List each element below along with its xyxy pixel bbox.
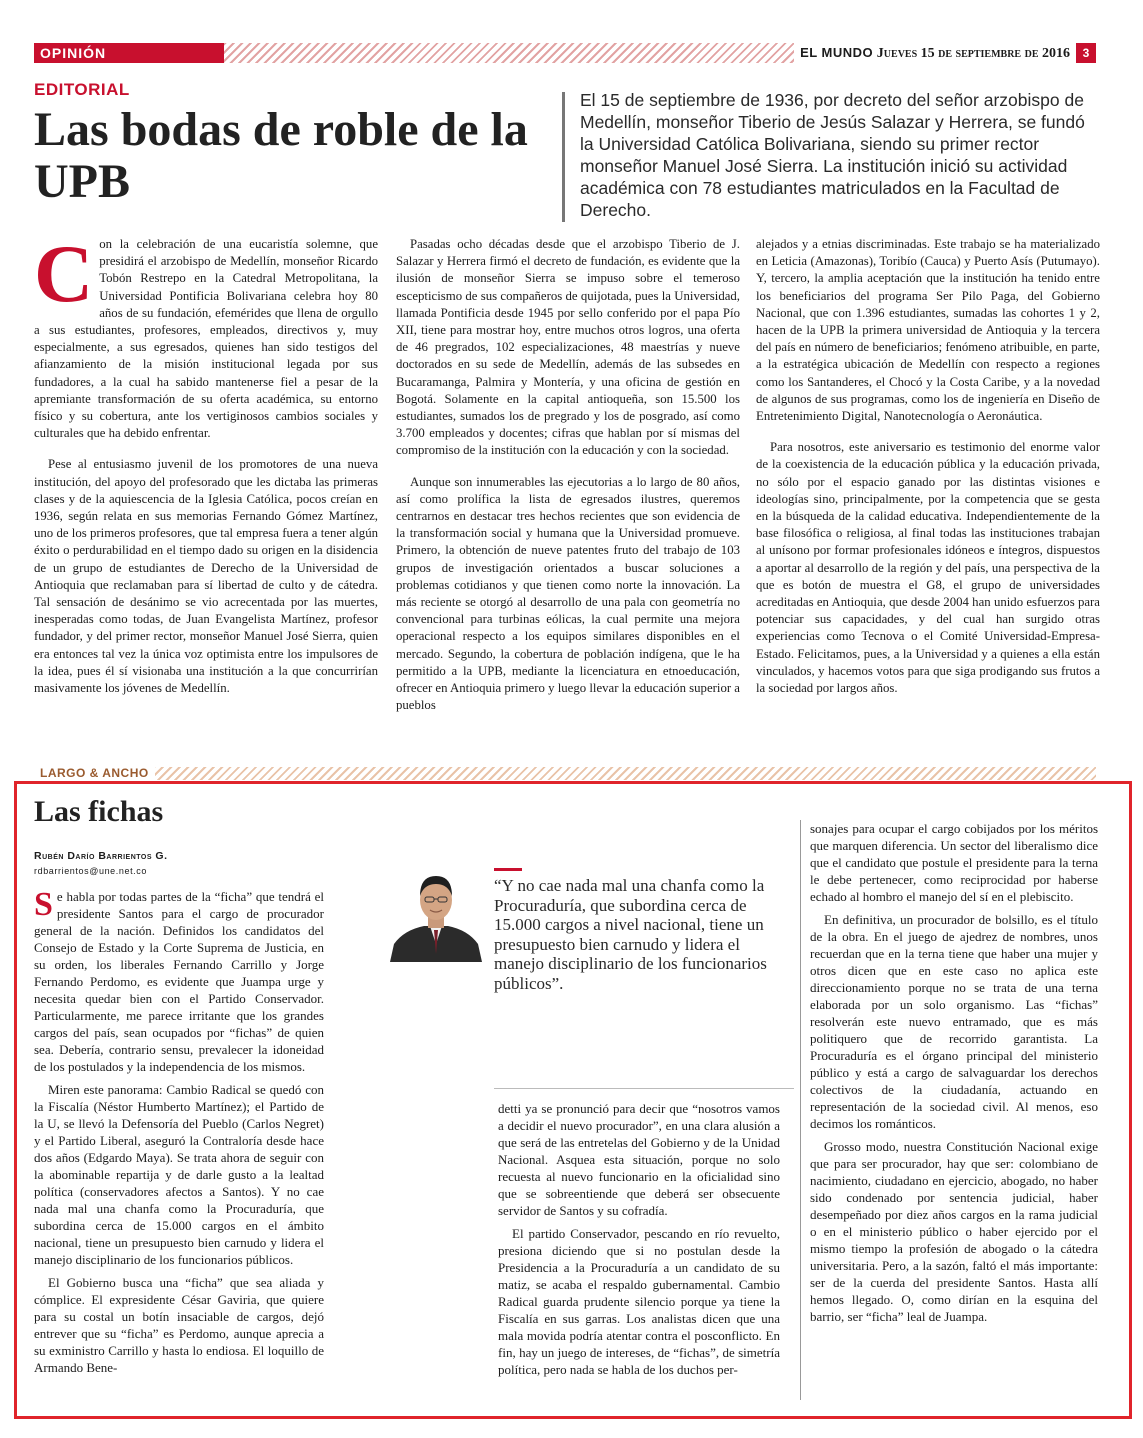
author-email: rdbarrientos@une.net.co — [34, 866, 147, 876]
column-paragraph: detti ya se pronunció para decir que “nosotros vamos a decidir el nuevo procurador”, en una clara alusión a que será de las entretelas del Gobierno y de la Unidad Nacional. Asquea esta situación, porque no solo recuesta al nuevo funcionario en la oficialidad sino que se sobreentiende que deberá ser obsecuente servidor de Santos y su cofradía. — [498, 1101, 780, 1218]
editorial-kicker: EDITORIAL — [34, 80, 130, 99]
column-paragraph — [34, 888, 324, 1075]
column-paragraph: El partido Conservador, pescando en río revuelto, presiona diciendo que si no postulan desde la Presidencia a la Procuraduría a un candidato de su matiz, se acaba el respaldo gubernamental. Cambio Radical guarda prudente silencio porque ya tiene la Fiscalía en sus garras. Los analistas dicen que una mala movida podría atentar contra el posconflicto. En fin, hay un juego de intereses, de “fichas”, de simetría política, pero nada se habla de los duchos per- — [498, 1226, 780, 1377]
editorial-paragraph: Aunque son innumerables las ejecutorias a lo largo de 80 años, así como prolífica la lista de egresados ilustres, queremos centrarnos en destacar tres hechos recientes que son evidencia de la transformación social y humana que la Universidad promueve. Primero, la obtención de nueve patentes fruto del trabajo de 103 grupos de investigación orientados a buscar soluciones a problemas cotidianos y que tienen como norte la innovación. La más reciente se otorgó al desarrollo de una pala con geometría no convencional para turbinas eólicas, la cual permite una mejora operacional respecto a los equipos similares disponibles en el mercado. Segundo, la cobertura de población indígena, que le ha permitido a la UPB, mediante la licenciatura en etnoeducación, ofrecer en Antioquia primero y luego llevar la educación superior a pueblos — [396, 474, 740, 713]
pull-quote: “Y no cae nada mal una chanfa como la Procuraduría, que subordina cerca de 15.000 cargos a nivel nacional, tiene un presupuesto bien carnudo y lidera el manejo disciplinario de los funcionarios públicos”. — [494, 876, 767, 993]
editorial-paragraph: alejados y a etnias discriminadas. Este trabajo se ha materializado en Leticia (Amazonas), Toribío (Cauca) y Puerto Asís (Putumayo). Y, tercero, la amplia aceptación que la institución ha tenido entre los beneficiarios del programa Ser Pilo Paga, del Gobierno Nacional, que con 1.396 estudiantes, sumadas las cohortes 1 y 2, hacen de la UPB la primera universidad de Antioquia y la tercera del país en número de beneficiarios; fenómeno atribuible, en parte, a la estratégica ubicación de Medellín con respecto a regiones como los Santanderes, el Chocó y la Costa Caribe, y a la novedad de algunos de sus programas, como los de ingeniería en Diseño de Entretenimiento Digital, Nanotecnología o Aeronáutica. — [756, 237, 1100, 424]
standfirst-rule — [562, 92, 565, 222]
author-portrait — [390, 866, 482, 962]
column-paragraph: En definitiva, un procurador de bolsillo, es el título de la obra. En el juego de ajedrez de nombres, unos recuerdan que en la terna tiene que haber una mujer y otros dicen que en este caso no aplica este direccionamiento porque no se trata de una terna elaborada por un solo organismo. Las “fichas” resolverán este nuevo entramado, que es más politiquero que de recorrido garantista. La Procuraduría es el órgano principal del ministerio público y está a cargo de salvaguardar los derechos colectivos de la ciudadanía, actuando en representación de la sociedad civil. Al menos, eso decimos los románticos. — [810, 912, 1098, 1131]
portrait-image — [390, 866, 482, 962]
column-body-2 — [498, 1100, 780, 1384]
issue-date: Jueves 15 de septiembre de 2016 — [876, 46, 1070, 61]
editorial-standfirst: El 15 de septiembre de 1936, por decreto del señor arzobispo de Medellín, monseñor Tiberio de Jesús Salazar y Herrera, se fundó la Universidad Católica Bolivariana, siendo su primer rector monseñor Manuel José Sierra. La institución inició su actividad académica con 78 estudiantes matriculados en la Facultad de Derecho. — [580, 90, 1085, 220]
column-paragraph: Grosso modo, nuestra Constitución Nacional exige que para ser procurador, hay que ser: colombiano de nacimiento, ciudadano en ejercicio, abogado, no haber sido condenado por sentencia judicial, haber desempeñado por diez años cargos en la rama judicial o en el ministerio público o haber ejercido por el mismo tiempo la profesión de abogado o la cátedra universitaria. Pero, a la sazón, faltó el más importante: ser de la cuerda del presidente Santos. Hasta allí hemos llegado. O, como dirían en la esquina del barrio, ser “ficha” leal de Juampa. — [810, 1139, 1098, 1324]
quote-accent-rule — [494, 868, 522, 871]
column-paragraph: Miren este panorama: Cambio Radical se quedó con la Fiscalía (Néstor Humberto Martínez); el Partido de la U, se llevó la Defensoría del Pueblo (Carlos Negret) y el Partido Liberal, aseguró la Contraloría desde hace dos años (Edgardo Maya). Se trata ahora de seguir con la abominable repartija y de darle gusto a la lealtad política (conservadores afectos a Santos). Y no cae nada mal una chanfa como la Procuraduría, que subordina cerca de 15.000 cargos en el ámbito nacional, tiene un presupuesto bien carnudo y lidera el manejo disciplinario de los funcionarios públicos. — [34, 1082, 324, 1267]
editorial-column-2 — [396, 236, 740, 728]
masthead — [800, 43, 1070, 63]
column-divider — [800, 820, 801, 1400]
editorial-paragraph: Pese al entusiasmo juvenil de los promotores de una nueva institución, del apoyo del profesorado que les dictaba las primeras clases y de la aquiescencia de la Iglesia Católica, pocos creían en 1936, según relata en sus memorias Fernando Gómez Martínez, uno de los primeros profesores, que tal empresa fuera a tener algún éxito o perdurabilidad en el tiempo dado su origen en la disidencia de un grupo de estudiantes de Derecho de la Universidad de Antioquia que reclamaban para sí libertad de culto y de cátedra. Tal sensación de desánimo se vio acrecentada por las muertes, inesperadas como todas, de Juan Evangelista Martínez, profesor fundador, y del primer rector, monseñor Manuel José Sierra, quien era entonces tal vez la única voz optimista entre los impulsores de la idea, pues él sí visionaba una institución a la que concurrirían masivamente los jóvenes de Medellín. — [34, 457, 378, 696]
drop-cap: S — [34, 886, 53, 923]
editorial-paragraph: Pasadas ocho décadas desde que el arzobispo Tiberio de J. Salazar y Herrera firmó el decreto de fundación, es evidente que la ilusión de monseñor Sierra se impuso sobre el temeroso escepticismo de sus compañeros de quijotada, pues la Universidad, llamada Pontificia desde 1945 por sello conferido por el papa Pío XII, tiene para mostrar hoy, entre muchos otros logros, una oferta de 46 pregrados, 102 especializaciones, 48 maestrías y nueve doctorados en su sede de Medellín, además de las subsedes en Bucaramanga, Palmira y Montería, y una oficina de gestión en Bogotá. Solamente en la capital antioqueña, son 15.500 los estudiantes, sumados los de pregrado y los de posgrado, así como 3.700 empleados y docentes; cifras que hablan por sí mismas del compromiso de la institución con la educación y con la sociedad. — [396, 237, 740, 458]
section-divider-hatch — [34, 767, 1096, 780]
page-number: 3 — [1076, 43, 1096, 63]
newspaper-name: EL MUNDO — [800, 45, 874, 60]
drop-cap: C — [34, 228, 94, 319]
page-header — [34, 43, 1096, 63]
column-title: Las fichas — [34, 795, 164, 828]
editorial-paragraph: Para nosotros, este aniversario es testimonio del enorme valor de la coexistencia de la educación pública y la educación privada, no sólo por el espacio ganado por las distintas visiones e ideologías sino, principalmente, por la competencia que se gesta en la búsqueda de la calidad educativa. Independientemente de la base filosófica o religiosa, al final todas las instituciones trabajan al unísono por formar profesionales idóneos e íntegros, dispuestos a aportar al desarrollo de la región y del país, una perspectiva de la que es botón de muestra el G8, el grupo de universidades acreditadas en Antioquia, que desde 2004 han unido esfuerzos para potenciar sus capacidades, y del cual han surgido otras experiencias como Tecnova o el Comité Universidad-Empresa-Estado. Felicitamos, pues, a la Universidad y a quienes a ella están vinculados, y hacemos votos para que siga prodigando sus frutos a la sociedad por largos años. — [756, 440, 1100, 696]
editorial-column-3 — [756, 236, 1100, 711]
header-hatch-decoration — [224, 43, 794, 63]
column-paragraph: El Gobierno busca una “ficha” que sea aliada y cómplice. El expresidente César Gaviria, que quiere para su costal un botín insaciable de cargos, dejó entrever que su “ficha” es Perdomo, aunque aprecia a su exministro Carrillo y hasta lo endiosa. El loquillo de Armando Bene- — [34, 1275, 324, 1375]
quote-bottom-rule — [494, 1088, 794, 1089]
column-paragraph: sonajes para ocupar el cargo cobijados por los méritos que marquen diferencia. Un sector del liberalismo dice que el candidato que postule el presidente para la terna le debe pertenecer, como reciprocidad por haberse echado al hombro el manejo del sí en el plebiscito. — [810, 821, 1098, 904]
column-body-3 — [810, 820, 1098, 1331]
section-label: OPINIÓN — [34, 43, 224, 63]
editorial-headline: Las bodas de roble de la UPB — [34, 103, 528, 208]
paragraph-text: on la celebración de una eucaristía solemne, que presidirá el arzobispo de Medellín, monseñor Ricardo Tobón Restrepo en la Catedral Metropolitana, la Universidad Pontificia Bolivariana celebra hoy 80 años de su fundación, efemérides que llena de orgullo a sus estudiantes, profesores, empleados, directivos y, muy especialmente, a sus egresados, quienes han sido testigos del afianzamiento de la misión institucional legada por sus fundadores, a la cual ha sabido mantenerse fiel a pesar de la apremiante transformación de su oferta académica, su entorno físico y su cobertura, ante los vertiginosos cambios sociales y culturales que ha debido enfrentar. — [34, 237, 378, 441]
editorial-column-1 — [34, 228, 378, 711]
column-section-label: LARGO & ANCHO — [34, 766, 155, 780]
column-body-1 — [34, 888, 324, 1382]
paragraph-text: e habla por todas partes de la “ficha” que tendrá el presidente Santos para el cargo de procurador general de la nación. Definidos los candidatos del Consejo de Estado y la Corte Suprema de Justicia, en su orden, los liberales Fernando Carrillo y Jorge Fernando Perdomo, es evidente que Juampa urge y necesita quedar bien con el Partido Conservador. Particularmente, me parece irritante que los grandes cargos del país, sean ocupados por “fichas” de quien sea. Debería, contrario sensu, prevalecer la idoneidad de los postulados y la independencia de los mismos. — [34, 889, 324, 1074]
author-byline: Rubén Darío Barrientos G. — [34, 850, 168, 862]
editorial-paragraph — [34, 228, 378, 442]
